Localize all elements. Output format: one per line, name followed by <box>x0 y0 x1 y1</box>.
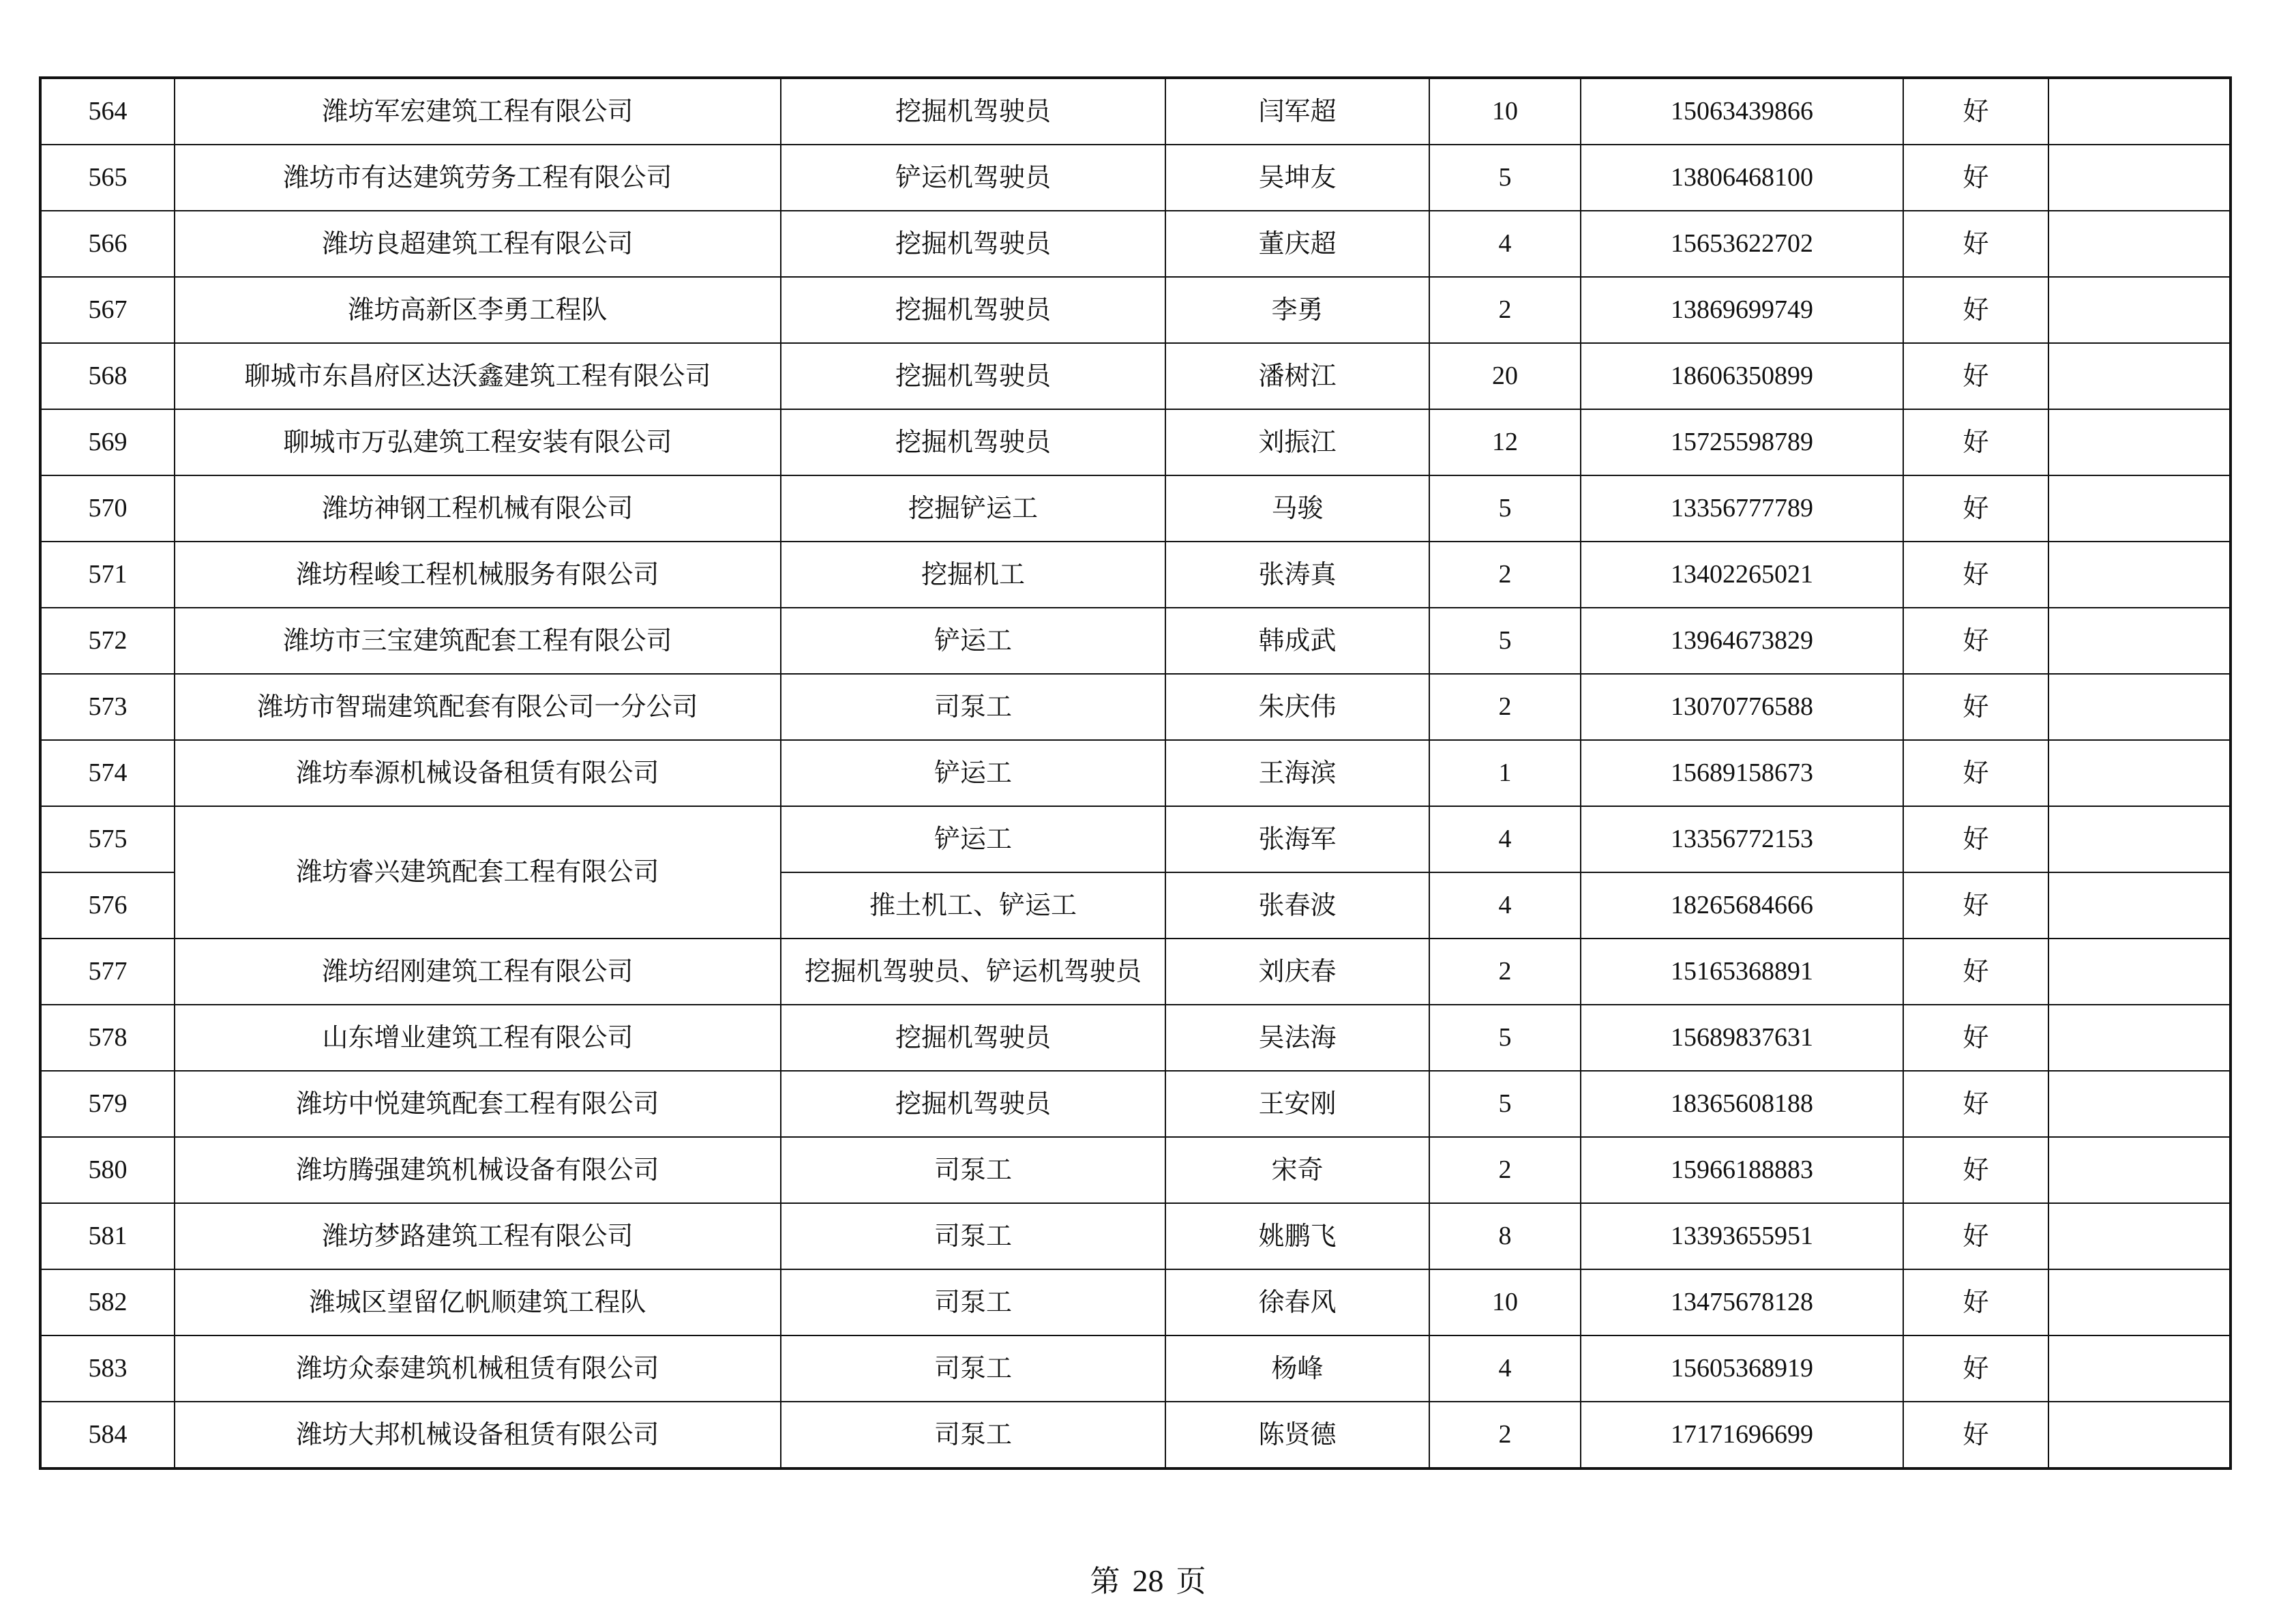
job-type-cell: 挖掘机驾驶员 <box>781 78 1165 145</box>
row-number-cell: 580 <box>40 1137 175 1203</box>
row-number-cell: 577 <box>40 939 175 1005</box>
table-row <box>40 145 2231 211</box>
row-number-cell: 579 <box>40 1071 175 1137</box>
company-cell: 潍坊神钢工程机械有限公司 <box>175 475 781 542</box>
job-type-cell: 司泵工 <box>781 1402 1165 1468</box>
phone-cell: 13356772153 <box>1581 806 1903 872</box>
evaluation-cell: 好 <box>1903 806 2048 872</box>
remark-cell <box>2048 939 2231 1005</box>
table-row <box>40 475 2231 542</box>
remark-cell <box>2048 806 2231 872</box>
evaluation-cell: 好 <box>1903 1071 2048 1137</box>
table-row <box>40 343 2231 409</box>
evaluation-cell: 好 <box>1903 343 2048 409</box>
remark-cell <box>2048 145 2231 211</box>
phone-cell: 18365608188 <box>1581 1071 1903 1137</box>
phone-cell: 15165368891 <box>1581 939 1903 1005</box>
headcount-cell: 2 <box>1429 1402 1581 1468</box>
evaluation-cell: 好 <box>1903 1203 2048 1269</box>
company-cell: 聊城市万弘建筑工程安装有限公司 <box>175 409 781 475</box>
headcount-cell: 1 <box>1429 740 1581 806</box>
evaluation-cell: 好 <box>1903 145 2048 211</box>
job-type-cell: 推土机工、铲运工 <box>781 872 1165 939</box>
company-cell: 潍坊市智瑞建筑配套有限公司一分公司 <box>175 674 781 740</box>
table-row <box>40 542 2231 608</box>
row-number-cell: 574 <box>40 740 175 806</box>
job-type-cell: 铲运工 <box>781 806 1165 872</box>
job-type-cell: 挖掘机驾驶员 <box>781 277 1165 343</box>
phone-cell: 18265684666 <box>1581 872 1903 939</box>
table-row <box>40 78 2231 145</box>
headcount-cell: 5 <box>1429 1071 1581 1137</box>
remark-cell <box>2048 78 2231 145</box>
remark-cell <box>2048 211 2231 277</box>
evaluation-cell: 好 <box>1903 211 2048 277</box>
row-number-cell: 569 <box>40 409 175 475</box>
company-cell: 潍坊市有达建筑劳务工程有限公司 <box>175 145 781 211</box>
headcount-cell: 5 <box>1429 1005 1581 1071</box>
phone-cell: 18606350899 <box>1581 343 1903 409</box>
contact-name-cell: 张海军 <box>1165 806 1429 872</box>
job-type-cell: 挖掘机驾驶员 <box>781 409 1165 475</box>
contact-name-cell: 杨峰 <box>1165 1335 1429 1402</box>
row-number-cell: 584 <box>40 1402 175 1468</box>
table-row <box>40 740 2231 806</box>
row-number-cell: 568 <box>40 343 175 409</box>
headcount-cell: 20 <box>1429 343 1581 409</box>
table-row <box>40 1005 2231 1071</box>
contact-name-cell: 王安刚 <box>1165 1071 1429 1137</box>
phone-cell: 13806468100 <box>1581 145 1903 211</box>
table-row <box>40 1335 2231 1402</box>
job-type-cell: 铲运工 <box>781 740 1165 806</box>
phone-cell: 15063439866 <box>1581 78 1903 145</box>
page-number: 28 <box>1132 1563 1164 1598</box>
contact-name-cell: 潘树江 <box>1165 343 1429 409</box>
headcount-cell: 10 <box>1429 78 1581 145</box>
contact-name-cell: 韩成武 <box>1165 608 1429 674</box>
remark-cell <box>2048 1071 2231 1137</box>
job-type-cell: 司泵工 <box>781 1137 1165 1203</box>
table-row <box>40 608 2231 674</box>
company-cell: 潍坊奉源机械设备租赁有限公司 <box>175 740 781 806</box>
phone-cell: 13356777789 <box>1581 475 1903 542</box>
contact-name-cell: 朱庆伟 <box>1165 674 1429 740</box>
job-type-cell: 司泵工 <box>781 674 1165 740</box>
contact-name-cell: 刘庆春 <box>1165 939 1429 1005</box>
phone-cell: 13402265021 <box>1581 542 1903 608</box>
remark-cell <box>2048 1203 2231 1269</box>
remark-cell <box>2048 1269 2231 1335</box>
phone-cell: 13964673829 <box>1581 608 1903 674</box>
headcount-cell: 5 <box>1429 608 1581 674</box>
job-type-cell: 挖掘机驾驶员 <box>781 1005 1165 1071</box>
remark-cell <box>2048 1402 2231 1468</box>
company-cell: 潍坊梦路建筑工程有限公司 <box>175 1203 781 1269</box>
company-cell: 潍坊睿兴建筑配套工程有限公司 <box>175 806 781 939</box>
footer-prefix: 第 <box>1090 1564 1120 1599</box>
company-cell: 聊城市东昌府区达沃鑫建筑工程有限公司 <box>175 343 781 409</box>
company-cell: 潍坊腾强建筑机械设备有限公司 <box>175 1137 781 1203</box>
contact-name-cell: 姚鹏飞 <box>1165 1203 1429 1269</box>
job-type-cell: 铲运工 <box>781 608 1165 674</box>
company-cell: 潍坊中悦建筑配套工程有限公司 <box>175 1071 781 1137</box>
company-cell: 潍坊众泰建筑机械租赁有限公司 <box>175 1335 781 1402</box>
remark-cell <box>2048 1137 2231 1203</box>
job-type-cell: 挖掘机驾驶员 <box>781 343 1165 409</box>
phone-cell: 15653622702 <box>1581 211 1903 277</box>
contact-name-cell: 张春波 <box>1165 872 1429 939</box>
evaluation-cell: 好 <box>1903 277 2048 343</box>
contact-name-cell: 吴法海 <box>1165 1005 1429 1071</box>
company-cell: 山东增业建筑工程有限公司 <box>175 1005 781 1071</box>
evaluation-cell: 好 <box>1903 740 2048 806</box>
evaluation-cell: 好 <box>1903 1137 2048 1203</box>
job-type-cell: 司泵工 <box>781 1269 1165 1335</box>
records-table <box>39 76 2232 1470</box>
row-number-cell: 564 <box>40 78 175 145</box>
evaluation-cell: 好 <box>1903 939 2048 1005</box>
evaluation-cell: 好 <box>1903 674 2048 740</box>
phone-cell: 15725598789 <box>1581 409 1903 475</box>
page-footer <box>0 1556 2296 1600</box>
evaluation-cell: 好 <box>1903 475 2048 542</box>
row-number-cell: 571 <box>40 542 175 608</box>
company-cell: 潍坊市三宝建筑配套工程有限公司 <box>175 608 781 674</box>
phone-cell: 15689158673 <box>1581 740 1903 806</box>
headcount-cell: 2 <box>1429 939 1581 1005</box>
remark-cell <box>2048 542 2231 608</box>
company-cell: 潍城区望留亿帆顺建筑工程队 <box>175 1269 781 1335</box>
evaluation-cell: 好 <box>1903 872 2048 939</box>
row-number-cell: 583 <box>40 1335 175 1402</box>
table-row <box>40 1269 2231 1335</box>
company-cell: 潍坊绍刚建筑工程有限公司 <box>175 939 781 1005</box>
evaluation-cell: 好 <box>1903 1005 2048 1071</box>
headcount-cell: 5 <box>1429 145 1581 211</box>
job-type-cell: 挖掘机驾驶员 <box>781 1071 1165 1137</box>
remark-cell <box>2048 608 2231 674</box>
contact-name-cell: 吴坤友 <box>1165 145 1429 211</box>
headcount-cell: 4 <box>1429 872 1581 939</box>
evaluation-cell: 好 <box>1903 1402 2048 1468</box>
headcount-cell: 4 <box>1429 211 1581 277</box>
headcount-cell: 2 <box>1429 1137 1581 1203</box>
table-row <box>40 674 2231 740</box>
company-cell: 潍坊高新区李勇工程队 <box>175 277 781 343</box>
table-row <box>40 211 2231 277</box>
job-type-cell: 司泵工 <box>781 1203 1165 1269</box>
remark-cell <box>2048 674 2231 740</box>
headcount-cell: 12 <box>1429 409 1581 475</box>
remark-cell <box>2048 1335 2231 1402</box>
evaluation-cell: 好 <box>1903 608 2048 674</box>
row-number-cell: 581 <box>40 1203 175 1269</box>
remark-cell <box>2048 740 2231 806</box>
contact-name-cell: 张涛真 <box>1165 542 1429 608</box>
job-type-cell: 司泵工 <box>781 1335 1165 1402</box>
row-number-cell: 575 <box>40 806 175 872</box>
records-body <box>40 78 2231 1468</box>
headcount-cell: 2 <box>1429 277 1581 343</box>
phone-cell: 13393655951 <box>1581 1203 1903 1269</box>
headcount-cell: 4 <box>1429 1335 1581 1402</box>
job-type-cell: 铲运机驾驶员 <box>781 145 1165 211</box>
evaluation-cell: 好 <box>1903 542 2048 608</box>
table-row <box>40 806 2231 872</box>
remark-cell <box>2048 343 2231 409</box>
table-row <box>40 277 2231 343</box>
company-cell: 潍坊程峻工程机械服务有限公司 <box>175 542 781 608</box>
evaluation-cell: 好 <box>1903 1269 2048 1335</box>
table-row <box>40 1137 2231 1203</box>
company-cell: 潍坊军宏建筑工程有限公司 <box>175 78 781 145</box>
headcount-cell: 8 <box>1429 1203 1581 1269</box>
contact-name-cell: 王海滨 <box>1165 740 1429 806</box>
row-number-cell: 572 <box>40 608 175 674</box>
job-type-cell: 挖掘机驾驶员、铲运机驾驶员 <box>781 939 1165 1005</box>
headcount-cell: 5 <box>1429 475 1581 542</box>
contact-name-cell: 李勇 <box>1165 277 1429 343</box>
table-row <box>40 409 2231 475</box>
phone-cell: 13475678128 <box>1581 1269 1903 1335</box>
remark-cell <box>2048 475 2231 542</box>
phone-cell: 15605368919 <box>1581 1335 1903 1402</box>
phone-cell: 17171696699 <box>1581 1402 1903 1468</box>
company-cell: 潍坊良超建筑工程有限公司 <box>175 211 781 277</box>
phone-cell: 13070776588 <box>1581 674 1903 740</box>
headcount-cell: 10 <box>1429 1269 1581 1335</box>
row-number-cell: 582 <box>40 1269 175 1335</box>
contact-name-cell: 董庆超 <box>1165 211 1429 277</box>
row-number-cell: 566 <box>40 211 175 277</box>
job-type-cell: 挖掘铲运工 <box>781 475 1165 542</box>
table-row <box>40 1071 2231 1137</box>
remark-cell <box>2048 277 2231 343</box>
table-row <box>40 1402 2231 1468</box>
row-number-cell: 565 <box>40 145 175 211</box>
company-cell: 潍坊大邦机械设备租赁有限公司 <box>175 1402 781 1468</box>
remark-cell <box>2048 409 2231 475</box>
contact-name-cell: 徐春风 <box>1165 1269 1429 1335</box>
footer-suffix: 页 <box>1176 1564 1206 1599</box>
contact-name-cell: 宋奇 <box>1165 1137 1429 1203</box>
row-number-cell: 573 <box>40 674 175 740</box>
evaluation-cell: 好 <box>1903 78 2048 145</box>
row-number-cell: 570 <box>40 475 175 542</box>
headcount-cell: 2 <box>1429 674 1581 740</box>
remark-cell <box>2048 872 2231 939</box>
contact-name-cell: 马骏 <box>1165 475 1429 542</box>
table-row <box>40 939 2231 1005</box>
phone-cell: 15689837631 <box>1581 1005 1903 1071</box>
contact-name-cell: 陈贤德 <box>1165 1402 1429 1468</box>
job-type-cell: 挖掘机驾驶员 <box>781 211 1165 277</box>
row-number-cell: 567 <box>40 277 175 343</box>
headcount-cell: 2 <box>1429 542 1581 608</box>
headcount-cell: 4 <box>1429 806 1581 872</box>
phone-cell: 15966188883 <box>1581 1137 1903 1203</box>
table-row <box>40 1203 2231 1269</box>
phone-cell: 13869699749 <box>1581 277 1903 343</box>
contact-name-cell: 刘振江 <box>1165 409 1429 475</box>
evaluation-cell: 好 <box>1903 1335 2048 1402</box>
evaluation-cell: 好 <box>1903 409 2048 475</box>
job-type-cell: 挖掘机工 <box>781 542 1165 608</box>
row-number-cell: 576 <box>40 872 175 939</box>
remark-cell <box>2048 1005 2231 1071</box>
row-number-cell: 578 <box>40 1005 175 1071</box>
contact-name-cell: 闫军超 <box>1165 78 1429 145</box>
